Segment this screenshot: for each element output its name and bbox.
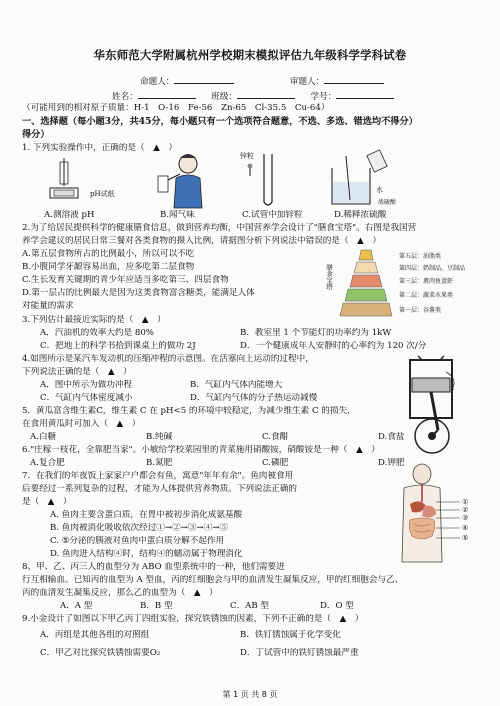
q8-line-2: 行互相输血。已知丙的血型为 A 型血，丙的红细胞会与甲的血清发生凝集反应，甲的红细胞会与乙、 [22, 575, 404, 585]
q2-option-b: B.小腹同学牙龈容易出血，应多吃第二层食物 [22, 262, 195, 272]
q1-figure-c [238, 148, 298, 210]
name-label: 姓名： [112, 92, 138, 102]
exam-title: 华东师范大学附属杭州学校期末模拟评估九年级科学学科试卷 [93, 48, 407, 62]
q7-option-d: D. 鱼肉进入结构④时，结构④的蠕动属于物理消化 [50, 549, 243, 559]
q1-option-a: A.测溶液 pH [44, 210, 95, 220]
q1-label-water: 水 [376, 186, 383, 194]
q2-option-c: C.生长发育关键期的青少年应适当多吃第三、四层食物 [22, 275, 229, 285]
q1-options [44, 210, 482, 222]
organ-label-4: ④ [462, 524, 469, 532]
reviewer-blank [324, 75, 384, 84]
q3-option-c: C．把地上的科学书拾到课桌上的做功 2J [40, 341, 196, 351]
class-label: 班级： [211, 92, 238, 102]
q1-stem: 1. 下列实验操作中，正确的是（ ▲ ） [22, 143, 178, 153]
q3-options-row-2 [40, 341, 482, 353]
pyramid-level-2: 第二层：蔬菜水果类 [399, 292, 454, 299]
number-blank [336, 90, 394, 99]
q8-option-c: C．AB 型 [230, 601, 270, 611]
q8-option-d: D．O 型 [320, 601, 354, 611]
student-info-row [112, 90, 482, 104]
q7-option-a: A. 鱼肉主要含蛋白质，在胃中被初步消化成氨基酸 [50, 510, 243, 520]
q2-option-d-cont: 对能量的需求 [22, 301, 74, 311]
q6-option-d: D.钾肥 [378, 458, 405, 468]
q3-option-a: A．汽油机的效率大约是 80% [40, 328, 154, 338]
organ-label-3: ③ [462, 514, 469, 522]
reviewer-label: 审题人： [289, 77, 325, 87]
q5-line-1: 5．黄瓜富含维生素C，维生素 C 在 pH<5 的环境中较稳定，为减少维生素 C 的损失， [22, 406, 356, 416]
q1-option-b: B.闻气味 [160, 210, 195, 220]
q2-line-2: 养学会建议的居民日常三餐对各类食物的摄入比例，请据图分析下列说法中错误的是（ ▲ ） [22, 236, 381, 246]
class-blank [237, 90, 295, 99]
section1-heading: 一、选择题（每小题3分，共45分，每小题只有一个选项符合题意，不选、多选、错选均不得分） [22, 116, 418, 127]
q9-option-d: D．丁试管中的铁钉锈蚀最严重 [240, 648, 359, 658]
pyramid-level-3: 第三层：禽肉鱼蛋虾 [399, 278, 454, 285]
section1-heading-cont: 得分） [22, 129, 50, 140]
q8-option-a: A．A 型 [60, 601, 93, 611]
q9-options-row-2 [40, 648, 482, 660]
q9-option-c: C．甲乙对比探究铁锈蚀需要O₂ [40, 648, 161, 658]
q8-options [60, 601, 482, 613]
q5-option-c: C.食醋 [262, 432, 289, 442]
q4-option-d: D．气缸内气体的分子热运动减慢 [190, 393, 318, 403]
q5-option-d: D.食盐 [378, 432, 405, 442]
pyramid-title: 膳食宝塔 [325, 264, 333, 290]
q6-option-b: B.氮肥 [146, 458, 173, 468]
atomic-masses: （可能用到的相对原子质量：H-1 O-16 Fe-56 Zn-65 Cl-35.5 Cu-64） [22, 103, 330, 113]
q2-line-1: 2.为了给居民提供科学的健康膳食信息，做到营养均衡，中国营养学会设计了"膳食宝塔"。右图是我国营 [22, 223, 417, 233]
q3-options-row-1 [40, 328, 482, 340]
q8-line-3: 丙的血清发生凝集反应，那么乙的血型为（ ▲ ） [22, 588, 218, 598]
q1-option-d: D.稀释浓硫酸 [334, 210, 387, 220]
author-blank [174, 75, 234, 84]
q4-stem: 4.如图所示是某汽车发动机的压缩冲程的示意图。在活塞向上运动的过程中， [22, 354, 314, 364]
number-label: 学号： [310, 92, 337, 102]
q4-option-b: B．气缸内气体内能增大 [190, 380, 283, 390]
q9-option-b: B．铁钉锈蚀属于化学变化 [240, 630, 341, 640]
pyramid-level-1: 第一层：谷薯类 [399, 307, 442, 314]
q4-options-row-1 [40, 380, 360, 392]
food-pyramid-figure [325, 246, 493, 318]
q7-line-1: 7．在我们的年夜饭上家家户户都会有鱼，寓意"年年有余"。鱼肉被食用 [22, 471, 294, 481]
q4-stem-2: 下列说法正确的是（ ▲ ） [22, 367, 132, 377]
q3-option-b: B．教室里 1 个节能灯的功率约为 1kW [240, 328, 392, 338]
name-blank [138, 90, 196, 99]
q5-options [30, 432, 482, 444]
pyramid-level-4: 第四层：奶制品，豆制品 [399, 265, 466, 272]
q2-option-a: A.第五层食物所占的比例最小，所以可以不吃 [22, 249, 195, 259]
q1-option-c: C.试管中加锌粒 [242, 210, 303, 220]
author-row [140, 75, 482, 89]
q7-line-3: 是（ ▲ ） [22, 497, 72, 507]
q1-figure-a [46, 158, 126, 206]
q4-options-row-2 [40, 393, 360, 405]
q5-option-b: B.纯碱 [146, 432, 173, 442]
q8-option-b: B．B 型 [140, 601, 173, 611]
author-label: 命题人： [140, 77, 175, 87]
q3-stem: 3.下列估计最接近实际的是（ ▲ ） [22, 315, 166, 325]
page-footer: 第 1 页 共 8 页 [222, 690, 278, 699]
q7-line-2: 后要经过一系列复杂的过程，才能为人体提供营养物质。下列说法正确的 [22, 484, 298, 494]
organ-label-2: ② [462, 506, 469, 514]
organ-label-1: ① [462, 498, 469, 506]
q9-stem: 9.小金设计了如图以下甲乙丙丁四组实验，探究铁锈蚀的因素，下列不正确的是（ ▲ ） [22, 614, 364, 624]
q4-option-c: C．气缸内气体密度减小 [40, 393, 133, 403]
q1-label-acid: 浓硫酸 [378, 199, 397, 206]
digestive-system-figure [382, 462, 482, 566]
q1-figure-b [150, 150, 220, 210]
q8-line-1: 8、甲、乙、丙三人的血型分为 ABO 血型系统中的一种，他们需要进 [22, 562, 285, 572]
pyramid-level-5: 第五层：油脂类 [399, 253, 442, 260]
q1-label-zinc: 锌粒 [240, 152, 254, 160]
organ-label-5: ⑤ [462, 534, 469, 542]
q2-option-d: D.第一层占的比例最大是因为这类食物富含糖类，能满足人体 [22, 288, 255, 298]
q6-stem: 6."庄稼一枝花，全靠肥当家"。小敏给学校菜园里的青菜施用硝酸铵，硝酸铵是一种（ ▲ ） [22, 445, 380, 455]
q9-option-a: A．丙组是其他各组的对照组 [40, 630, 150, 640]
q1-label-ph-paper: pH试纸 [90, 190, 115, 198]
q5-option-a: A.白糖 [30, 432, 57, 442]
q7-option-c: C. ⑤分泌的胰液对鱼肉中蛋白质分解不起作用 [50, 536, 225, 546]
q1-figure-d [320, 148, 410, 210]
q9-options-row-1 [40, 630, 482, 642]
q7-option-b: B. 鱼肉被消化吸收依次经过①→②→③→④→⑤ [50, 523, 229, 533]
q4-option-a: A．图中所示为做功冲程 [40, 380, 133, 390]
q5-line-2: 在食用黄瓜时可加入（ ▲ ） [22, 419, 141, 429]
q6-option-a: A.复合肥 [30, 458, 65, 468]
q3-option-d: D．一个健康成年人安静时的心率约为 120 次/分 [240, 341, 427, 351]
q6-option-c: C.磷肥 [262, 458, 289, 468]
